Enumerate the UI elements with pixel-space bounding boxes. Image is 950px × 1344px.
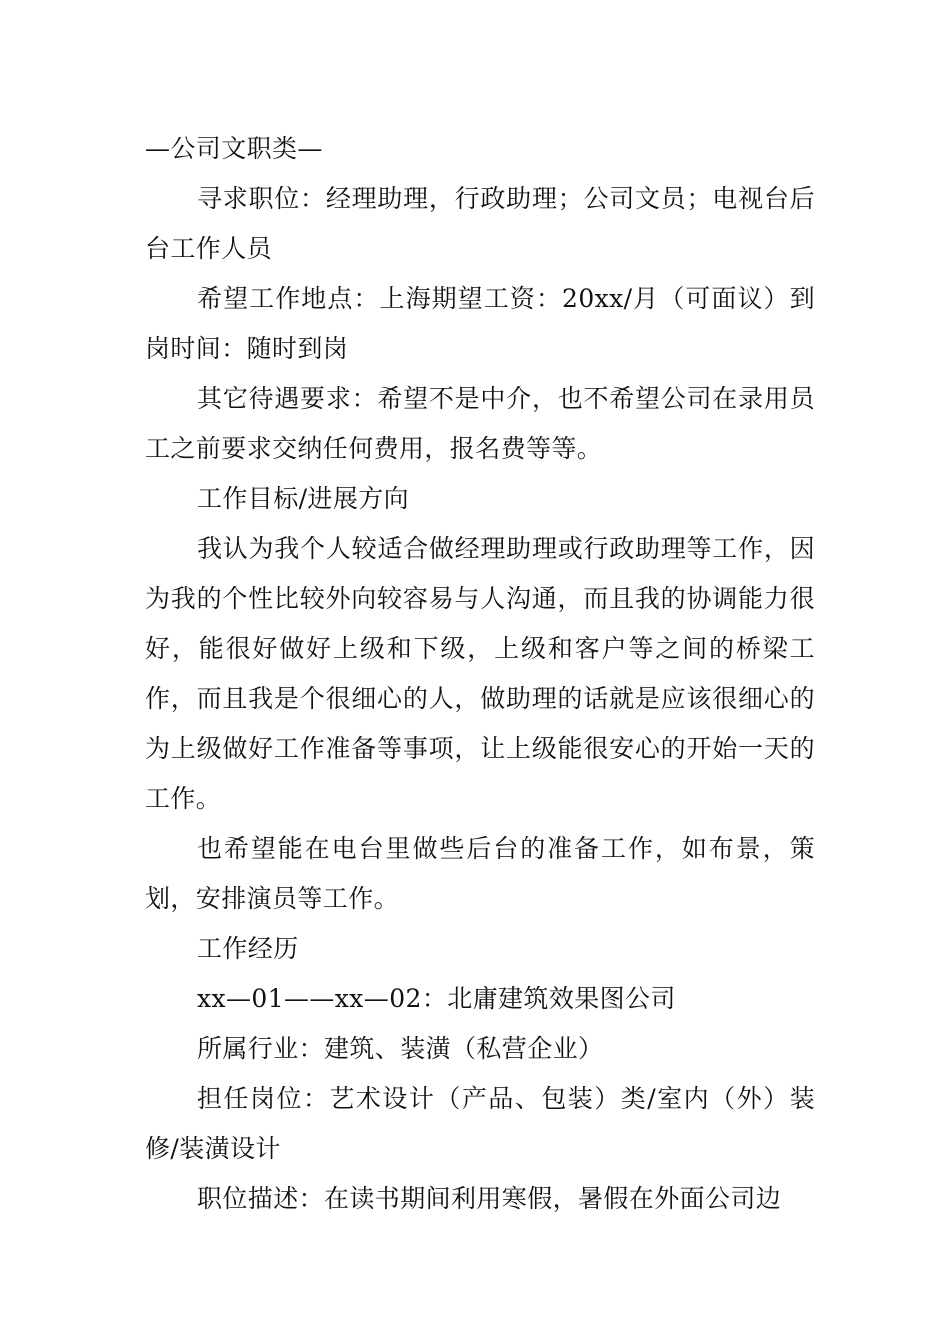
paragraph-self-assessment: 我认为我个人较适合做经理助理或行政助理等工作，因为我的个性比较外向较容易与人沟通，而且我的协调能力很好，能很好做好上级和下级，上级和客户等之间的桥梁工作，而且我是个很细心的人，做助理的话就是应该很细心的为上级做好工作准备等事项，让上级能很安心的开始一天的工作。 (145, 534, 815, 813)
paragraph-tv-station: 也希望能在电台里做些后台的准备工作，如布景，策划，安排演员等工作。 (145, 834, 815, 913)
paragraph-employment-period: xx—01——xx—02：北庸建筑效果图公司 (197, 984, 676, 1013)
paragraph-job-description: 职位描述：在读书期间利用寒假，暑假在外面公司边 (197, 1184, 782, 1213)
paragraph-location-salary: 希望工作地点：上海期望工资：20xx/月（可面议）到岗时间：随时到岗 (145, 284, 815, 363)
paragraph-other-requirements: 其它待遇要求：希望不是中介，也不希望公司在录用员工之前要求交纳任何费用，报名费等等。 (145, 384, 815, 463)
paragraph-desired-position: 寻求职位：经理助理，行政助理；公司文员；电视台后台工作人员 (145, 184, 815, 263)
heading-category: —公司文职类— (145, 134, 323, 163)
section-heading-experience: 工作经历 (197, 934, 299, 963)
document-body (145, 124, 815, 1224)
paragraph-role: 担任岗位：艺术设计（产品、包装）类/室内（外）装修/装潢设计 (145, 1084, 815, 1163)
section-heading-goals: 工作目标/进展方向 (197, 484, 410, 513)
paragraph-industry: 所属行业：建筑、装潢（私营企业） (197, 1034, 604, 1063)
